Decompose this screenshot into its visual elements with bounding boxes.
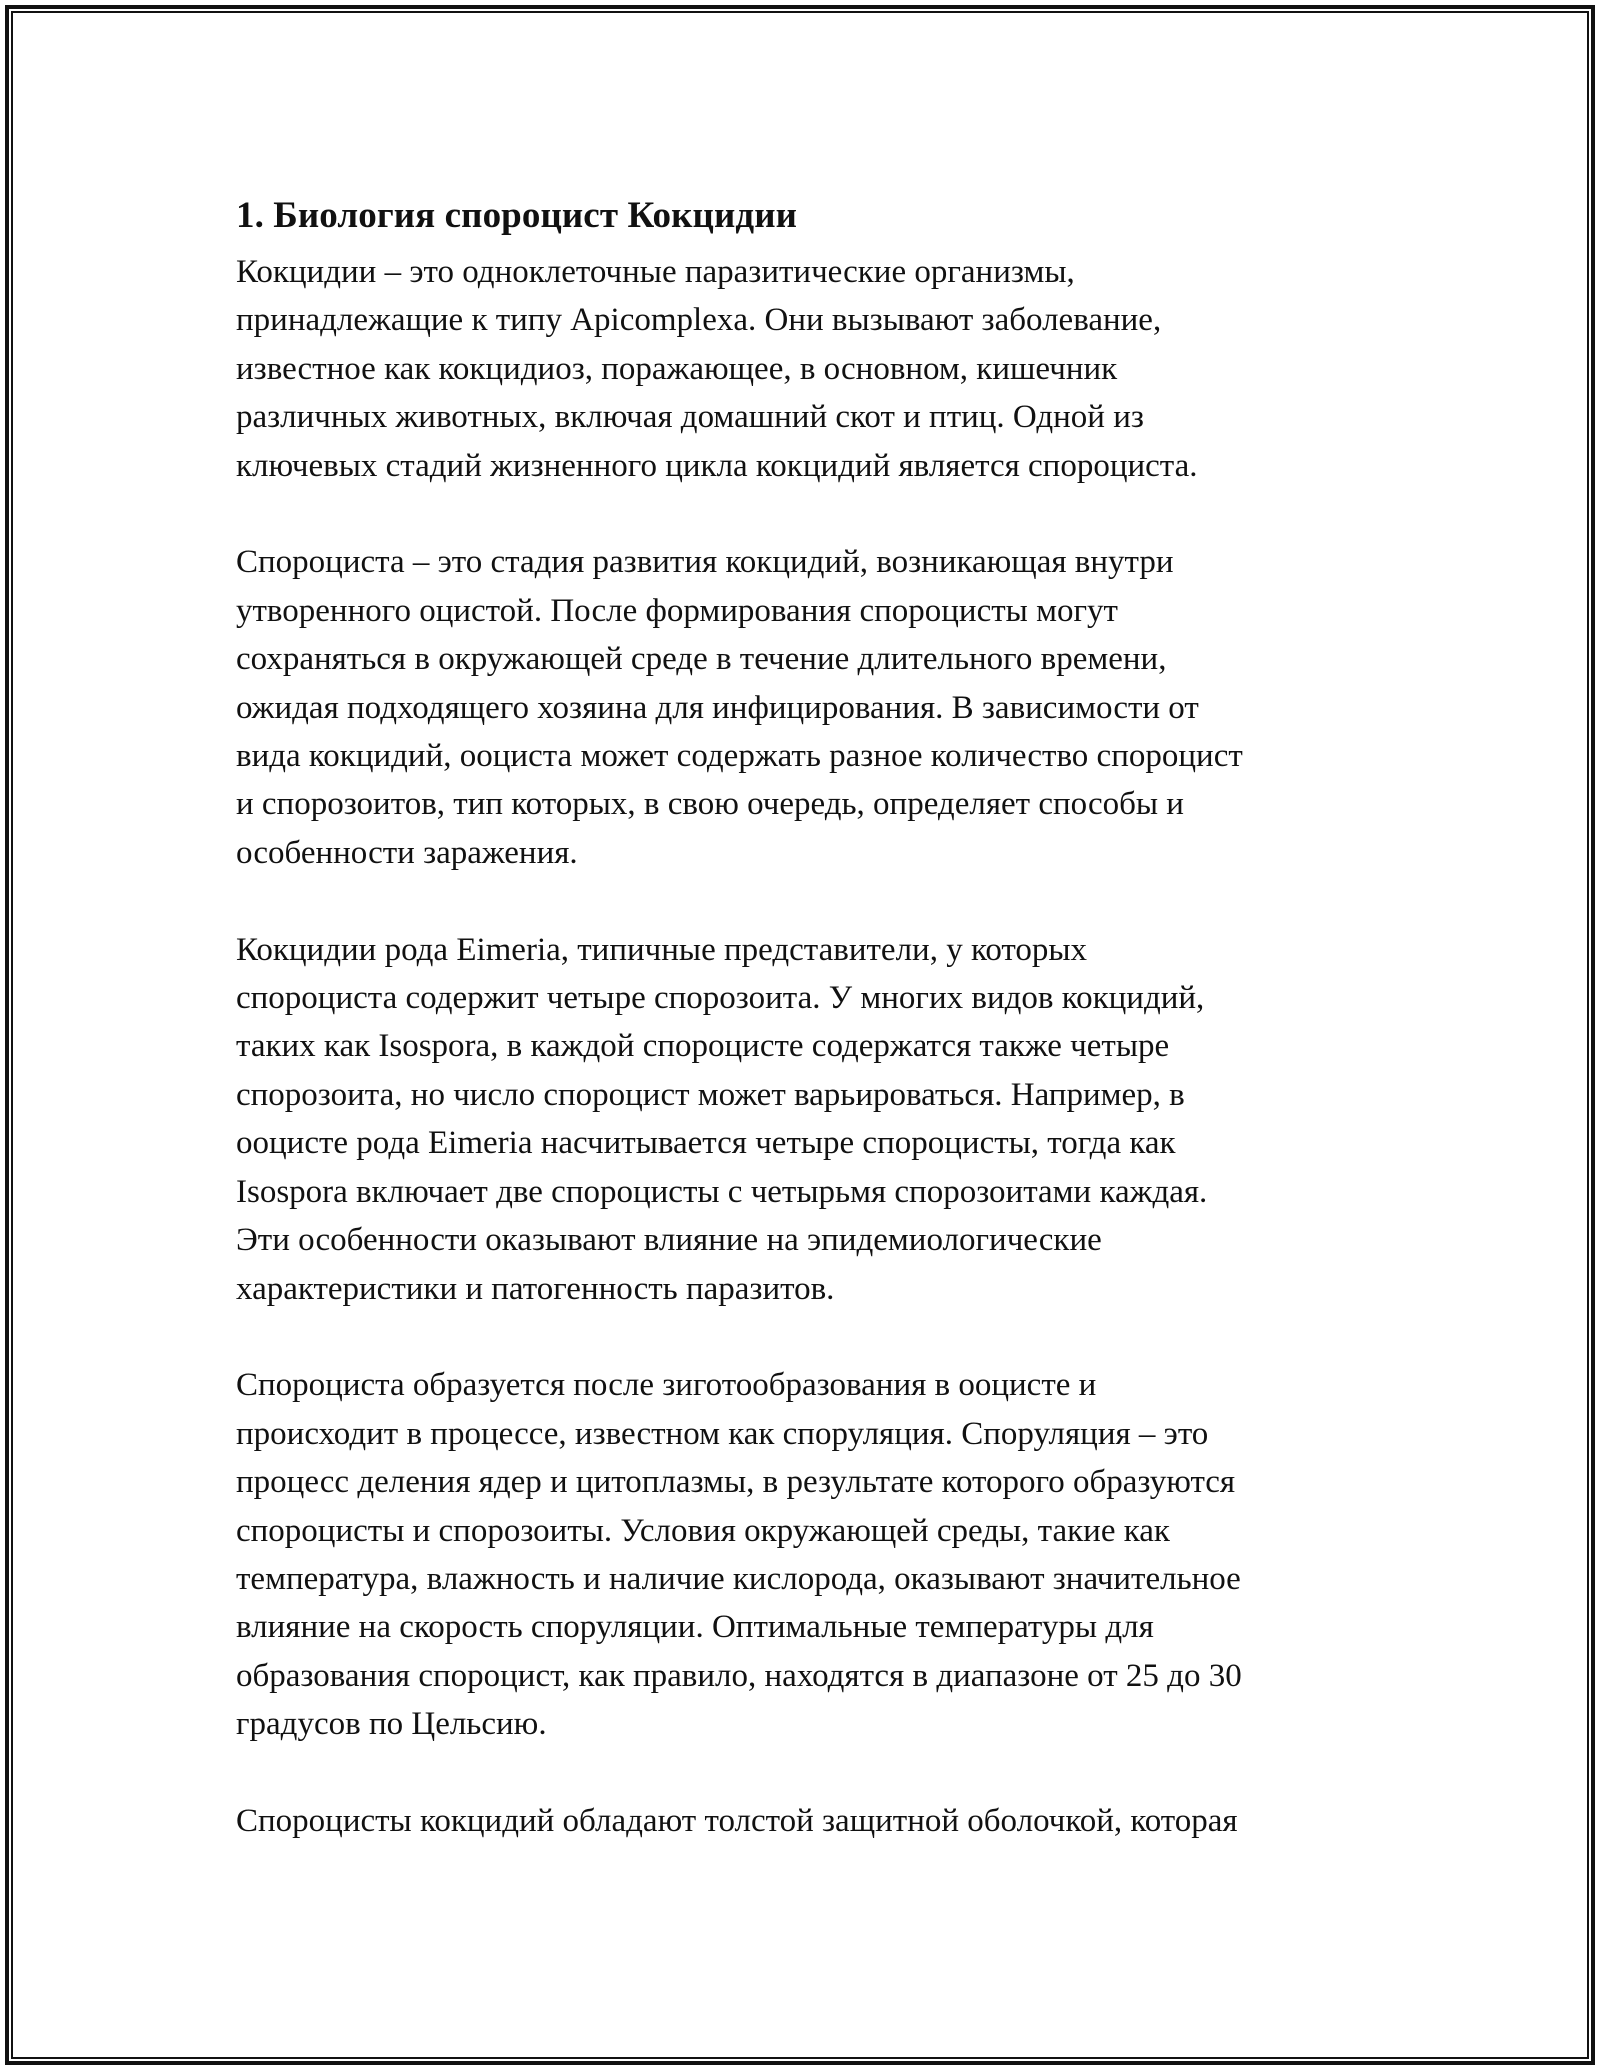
- text-line: Кокцидии – это одноклеточные паразитические организмы,: [236, 254, 1075, 290]
- text-line: Спороциста – это стадия развития кокцидий, возникающая внутри: [236, 544, 1174, 581]
- text-line: таких как Isospora, в каждой спороцисте содержатся также четыре: [236, 1028, 1170, 1065]
- paragraph-3: [236, 926, 1376, 1313]
- text-line: Спороциста образуется после зиготообразования в ооцисте и: [236, 1367, 1097, 1404]
- text-line: ооцисте рода Eimeria насчитывается четыре спороцисты, тогда как: [236, 1125, 1176, 1162]
- text-line: влияние на скорость споруляции. Оптимальные температуры для: [236, 1609, 1154, 1646]
- text-line: и спорозоитов, тип которых, в свою очередь, определяет способы и: [236, 786, 1184, 823]
- text-line: Isospora включает две спороцисты с четырьмя спорозоитами каждая.: [236, 1173, 1208, 1210]
- text-line: Спороцисты кокцидий обладают толстой защитной оболочкой, которая: [236, 1802, 1238, 1839]
- text-line: градусов по Цельсию.: [236, 1706, 547, 1743]
- document-body: [236, 188, 1376, 1845]
- text-line: образования спороцист, как правило, находятся в диапазоне от 25 до 30: [236, 1657, 1242, 1694]
- text-line: процесс деления ядер и цитоплазмы, в результате которого образуются: [236, 1464, 1236, 1501]
- text-line: ключевых стадий жизненного цикла кокцидий является спороциста.: [236, 447, 1198, 484]
- text-line: различных животных, включая домашний скот и птиц. Одной из: [236, 399, 1144, 436]
- text-line: сохраняться в окружающей среде в течение длительного времени,: [236, 641, 1167, 678]
- text-line: спорозоита, но число спороцист может варьироваться. Например, в: [236, 1076, 1185, 1113]
- text-line: происходит в процессе, известном как споруляция. Споруляция – это: [236, 1415, 1209, 1452]
- text-line: Кокцидии рода Eimeria, типичные представители, у которых: [236, 931, 1088, 968]
- section-heading: 1. Биология спороцист Кокцидии: [236, 195, 798, 236]
- text-line: известное как кокцидиоз, поражающее, в основном, кишечник: [236, 350, 1118, 387]
- text-line: особенности заражения.: [236, 834, 578, 871]
- paragraph-1: [236, 248, 1376, 490]
- text-line: принадлежащие к типу Apicomplexa. Они вызывают заболевание,: [236, 302, 1162, 339]
- text-line: спороцисты и спорозоиты. Условия окружающей среды, такие как: [236, 1512, 1170, 1549]
- text-line: температура, влажность и наличие кислорода, оказывают значительное: [236, 1560, 1241, 1597]
- text-line: утворенного оцистой. После формирования спороцисты могут: [236, 592, 1118, 629]
- text-line: ожидая подходящего хозяина для инфицирования. В зависимости от: [236, 689, 1199, 726]
- paragraph-4: [236, 1361, 1376, 1748]
- text-line: Эти особенности оказывают влияние на эпидемиологические: [236, 1222, 1102, 1259]
- text-line: характеристики и патогенность паразитов.: [236, 1270, 835, 1307]
- paragraph-2: [236, 538, 1376, 877]
- paragraph-5: [236, 1797, 1376, 1845]
- text-line: спороциста содержит четыре спорозоита. У многих видов кокцидий,: [236, 980, 1205, 1017]
- text-line: вида кокцидий, ооциста может содержать разное количество спороцист: [236, 738, 1243, 775]
